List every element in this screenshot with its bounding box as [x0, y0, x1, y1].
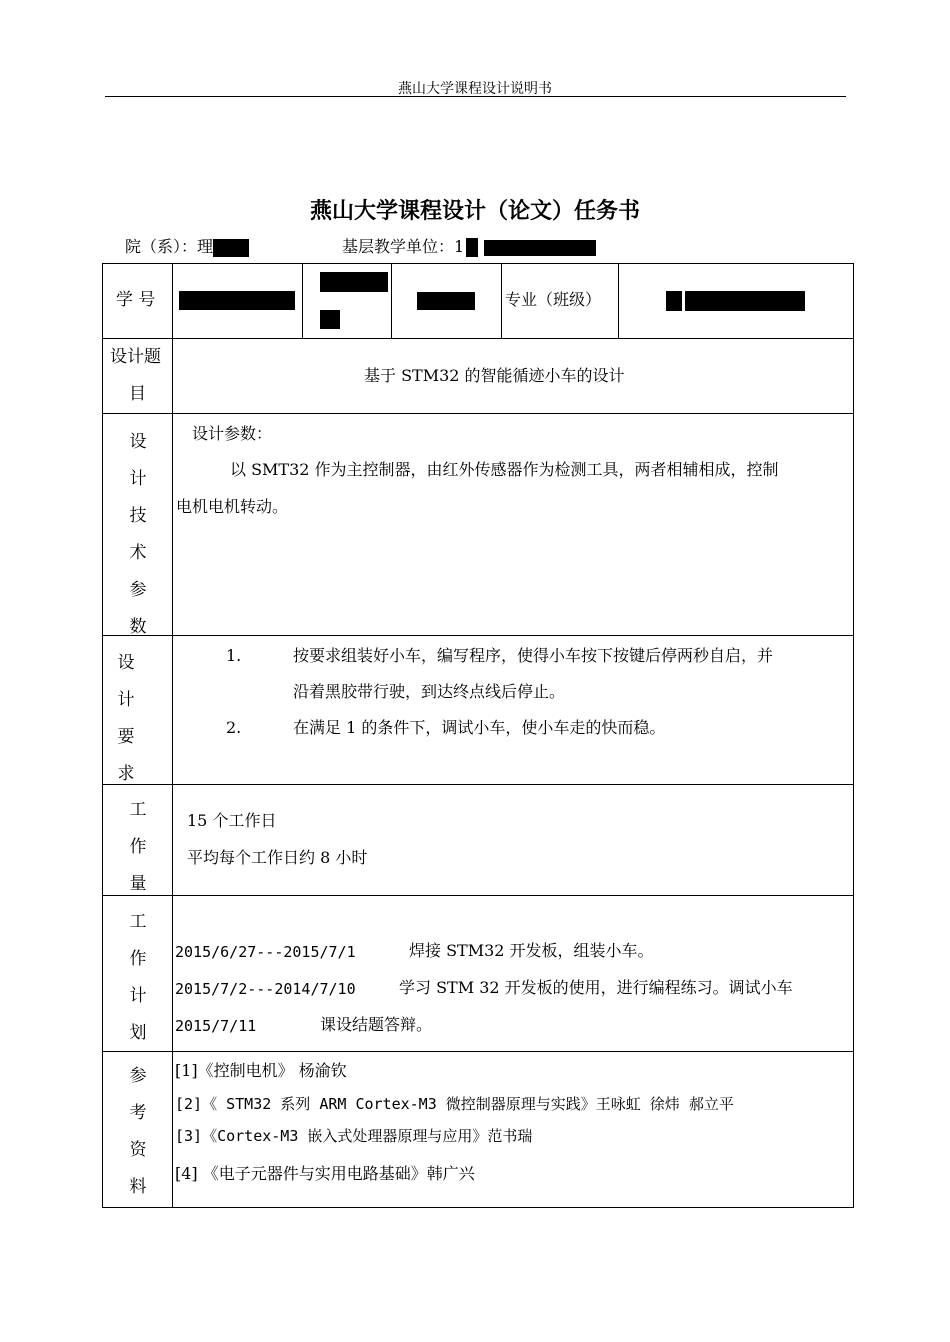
document-title: 燕山大学课程设计（论文）任务书	[309, 198, 640, 224]
redacted-block	[466, 238, 478, 257]
requirement-number: 1.	[226, 646, 242, 665]
params-label: 设 计 技 术 参 数	[129, 432, 147, 637]
requirement-text: 按要求组装好小车，编写程序，使得小车按下按键后停两秒自启，并	[293, 646, 774, 665]
redacted-name	[320, 272, 388, 292]
table-border-right	[853, 263, 854, 1208]
row-separator	[102, 895, 854, 896]
row-separator	[102, 784, 854, 785]
redacted-major	[666, 291, 682, 311]
unit-field	[342, 234, 596, 257]
plan-task: 学习 STM 32 开发板的使用，进行编程练习。调试小车	[399, 978, 793, 997]
plan-task: 课设结题答辩。	[320, 1015, 433, 1034]
college-value: 理	[197, 237, 214, 256]
plan-date: 2015/6/27---2015/7/1	[175, 943, 356, 961]
design-topic: 基于 STM32 的智能循迹小车的设计	[364, 366, 625, 385]
workload-days: 15 个工作日	[187, 811, 277, 830]
topic-label: 设计题	[110, 347, 161, 367]
table-border-left	[102, 263, 103, 1208]
major-class-label: 专业（班级）	[505, 290, 602, 309]
workload-label: 工 作 量	[129, 800, 147, 894]
row-separator	[102, 338, 854, 339]
row1-divider	[302, 263, 303, 339]
requirement-number: 2.	[226, 718, 242, 737]
topic-label: 目	[129, 384, 146, 404]
redacted-value	[417, 292, 475, 310]
plan-task: 焊接 STM32 开发板，组装小车。	[409, 941, 654, 960]
label-column-divider	[172, 263, 173, 1208]
redacted-student-id	[179, 291, 295, 310]
college-field	[125, 234, 249, 257]
header-rule	[105, 96, 846, 97]
row1-divider	[391, 263, 392, 339]
requirement-text: 沿着黑胶带行驶，到达终点线后停止。	[293, 682, 566, 701]
redacted-block	[213, 239, 249, 257]
redacted-name	[320, 310, 340, 329]
references-label: 参 考 资 料	[129, 1066, 147, 1197]
reference-item: [4] 《电子元器件与实用电路基础》韩广兴	[175, 1164, 475, 1183]
requirement-text: 在满足 1 的条件下，调试小车，使小车走的快而稳。	[293, 718, 666, 737]
student-id-label: 学 号	[116, 290, 156, 310]
params-text-line: 电机电机转动。	[176, 497, 289, 516]
plan-date: 2015/7/11	[175, 1017, 257, 1035]
page-header: 燕山大学课程设计说明书	[398, 81, 552, 97]
reference-item: [2]《 STM32 系列 ARM Cortex-M3 微控制器原理与实践》王咏虹 徐炜 郝立平	[175, 1095, 734, 1113]
row-separator	[102, 413, 854, 414]
requirements-label: 设 计 要 求	[117, 653, 135, 784]
params-heading: 设计参数：	[192, 424, 273, 443]
workload-hours: 平均每个工作日约 8 小时	[187, 848, 368, 867]
unit-label: 基层教学单位：	[342, 237, 455, 256]
row1-divider	[501, 263, 502, 339]
row1-divider	[618, 263, 619, 339]
redacted-block	[484, 240, 596, 256]
table-border-bottom	[102, 1207, 854, 1208]
plan-label: 工 作 计 划	[129, 912, 147, 1043]
reference-item: [3]《Cortex-M3 嵌入式处理器原理与应用》范书瑞	[175, 1127, 533, 1145]
unit-value: 1	[454, 237, 465, 256]
plan-date: 2015/7/2---2014/7/10	[175, 980, 356, 998]
college-label: 院（系）：	[125, 237, 198, 256]
params-text-line: 以 SMT32 作为主控制器，由红外传感器作为检测工具，两者相辅相成，控制	[230, 460, 779, 479]
table-border-top	[102, 263, 854, 264]
reference-item: [1]《控制电机》 杨渝钦	[175, 1061, 347, 1080]
row-separator	[102, 635, 854, 636]
row-separator	[102, 1051, 854, 1052]
redacted-major	[685, 291, 805, 311]
